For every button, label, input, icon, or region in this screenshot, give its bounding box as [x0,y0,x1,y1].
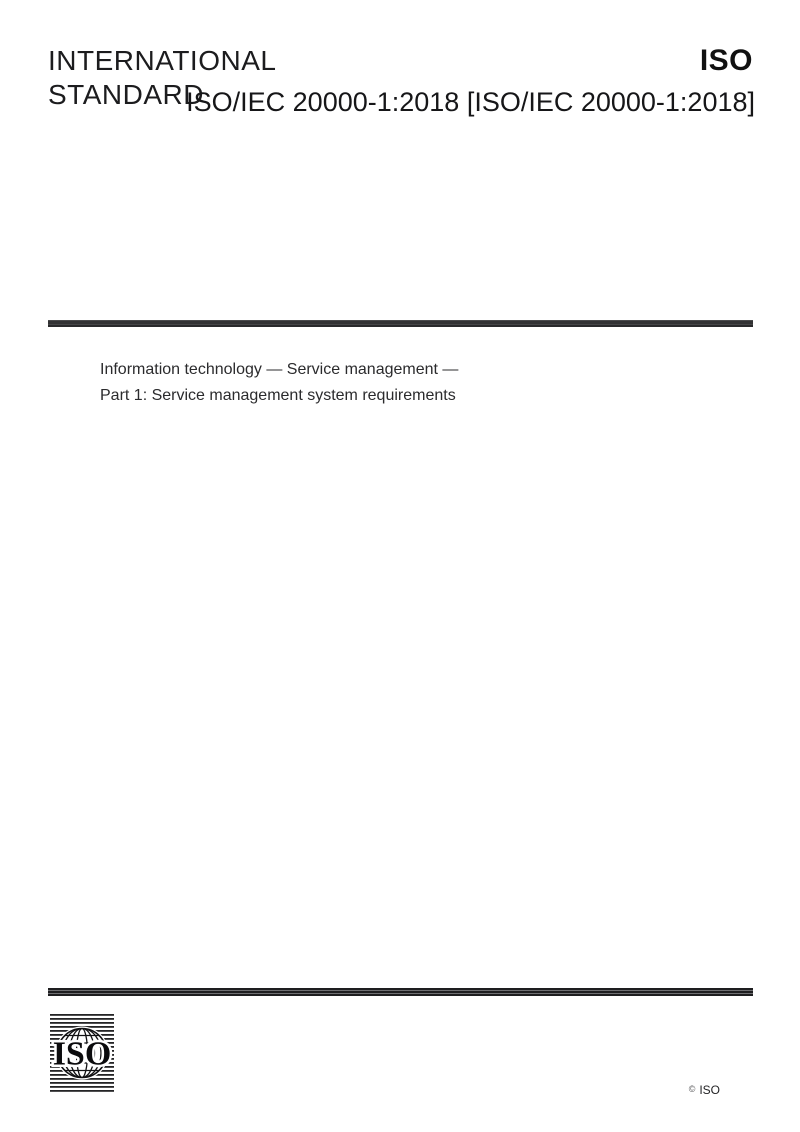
top-divider-rule [48,320,753,327]
copyright-icon: © [688,1084,696,1094]
heading-line-standard: STANDARD [48,79,204,110]
document-title-line2: Part 1: Service management system requirements [100,387,456,404]
document-reference: ISO/IEC 20000-1:2018 [ISO/IEC 20000-1:2018] [186,87,755,117]
document-title [100,357,458,409]
copyright-owner: ISO [699,1083,720,1097]
iso-logo [50,1014,114,1093]
bottom-divider-rule [48,988,753,996]
heading-line-international: INTERNATIONAL [48,45,277,76]
org-label: ISO [699,44,753,77]
document-title-line1: Information technology — Service management — [100,361,459,378]
copyright-notice [689,1083,720,1098]
logo-wordmark: ISO [52,1035,112,1073]
